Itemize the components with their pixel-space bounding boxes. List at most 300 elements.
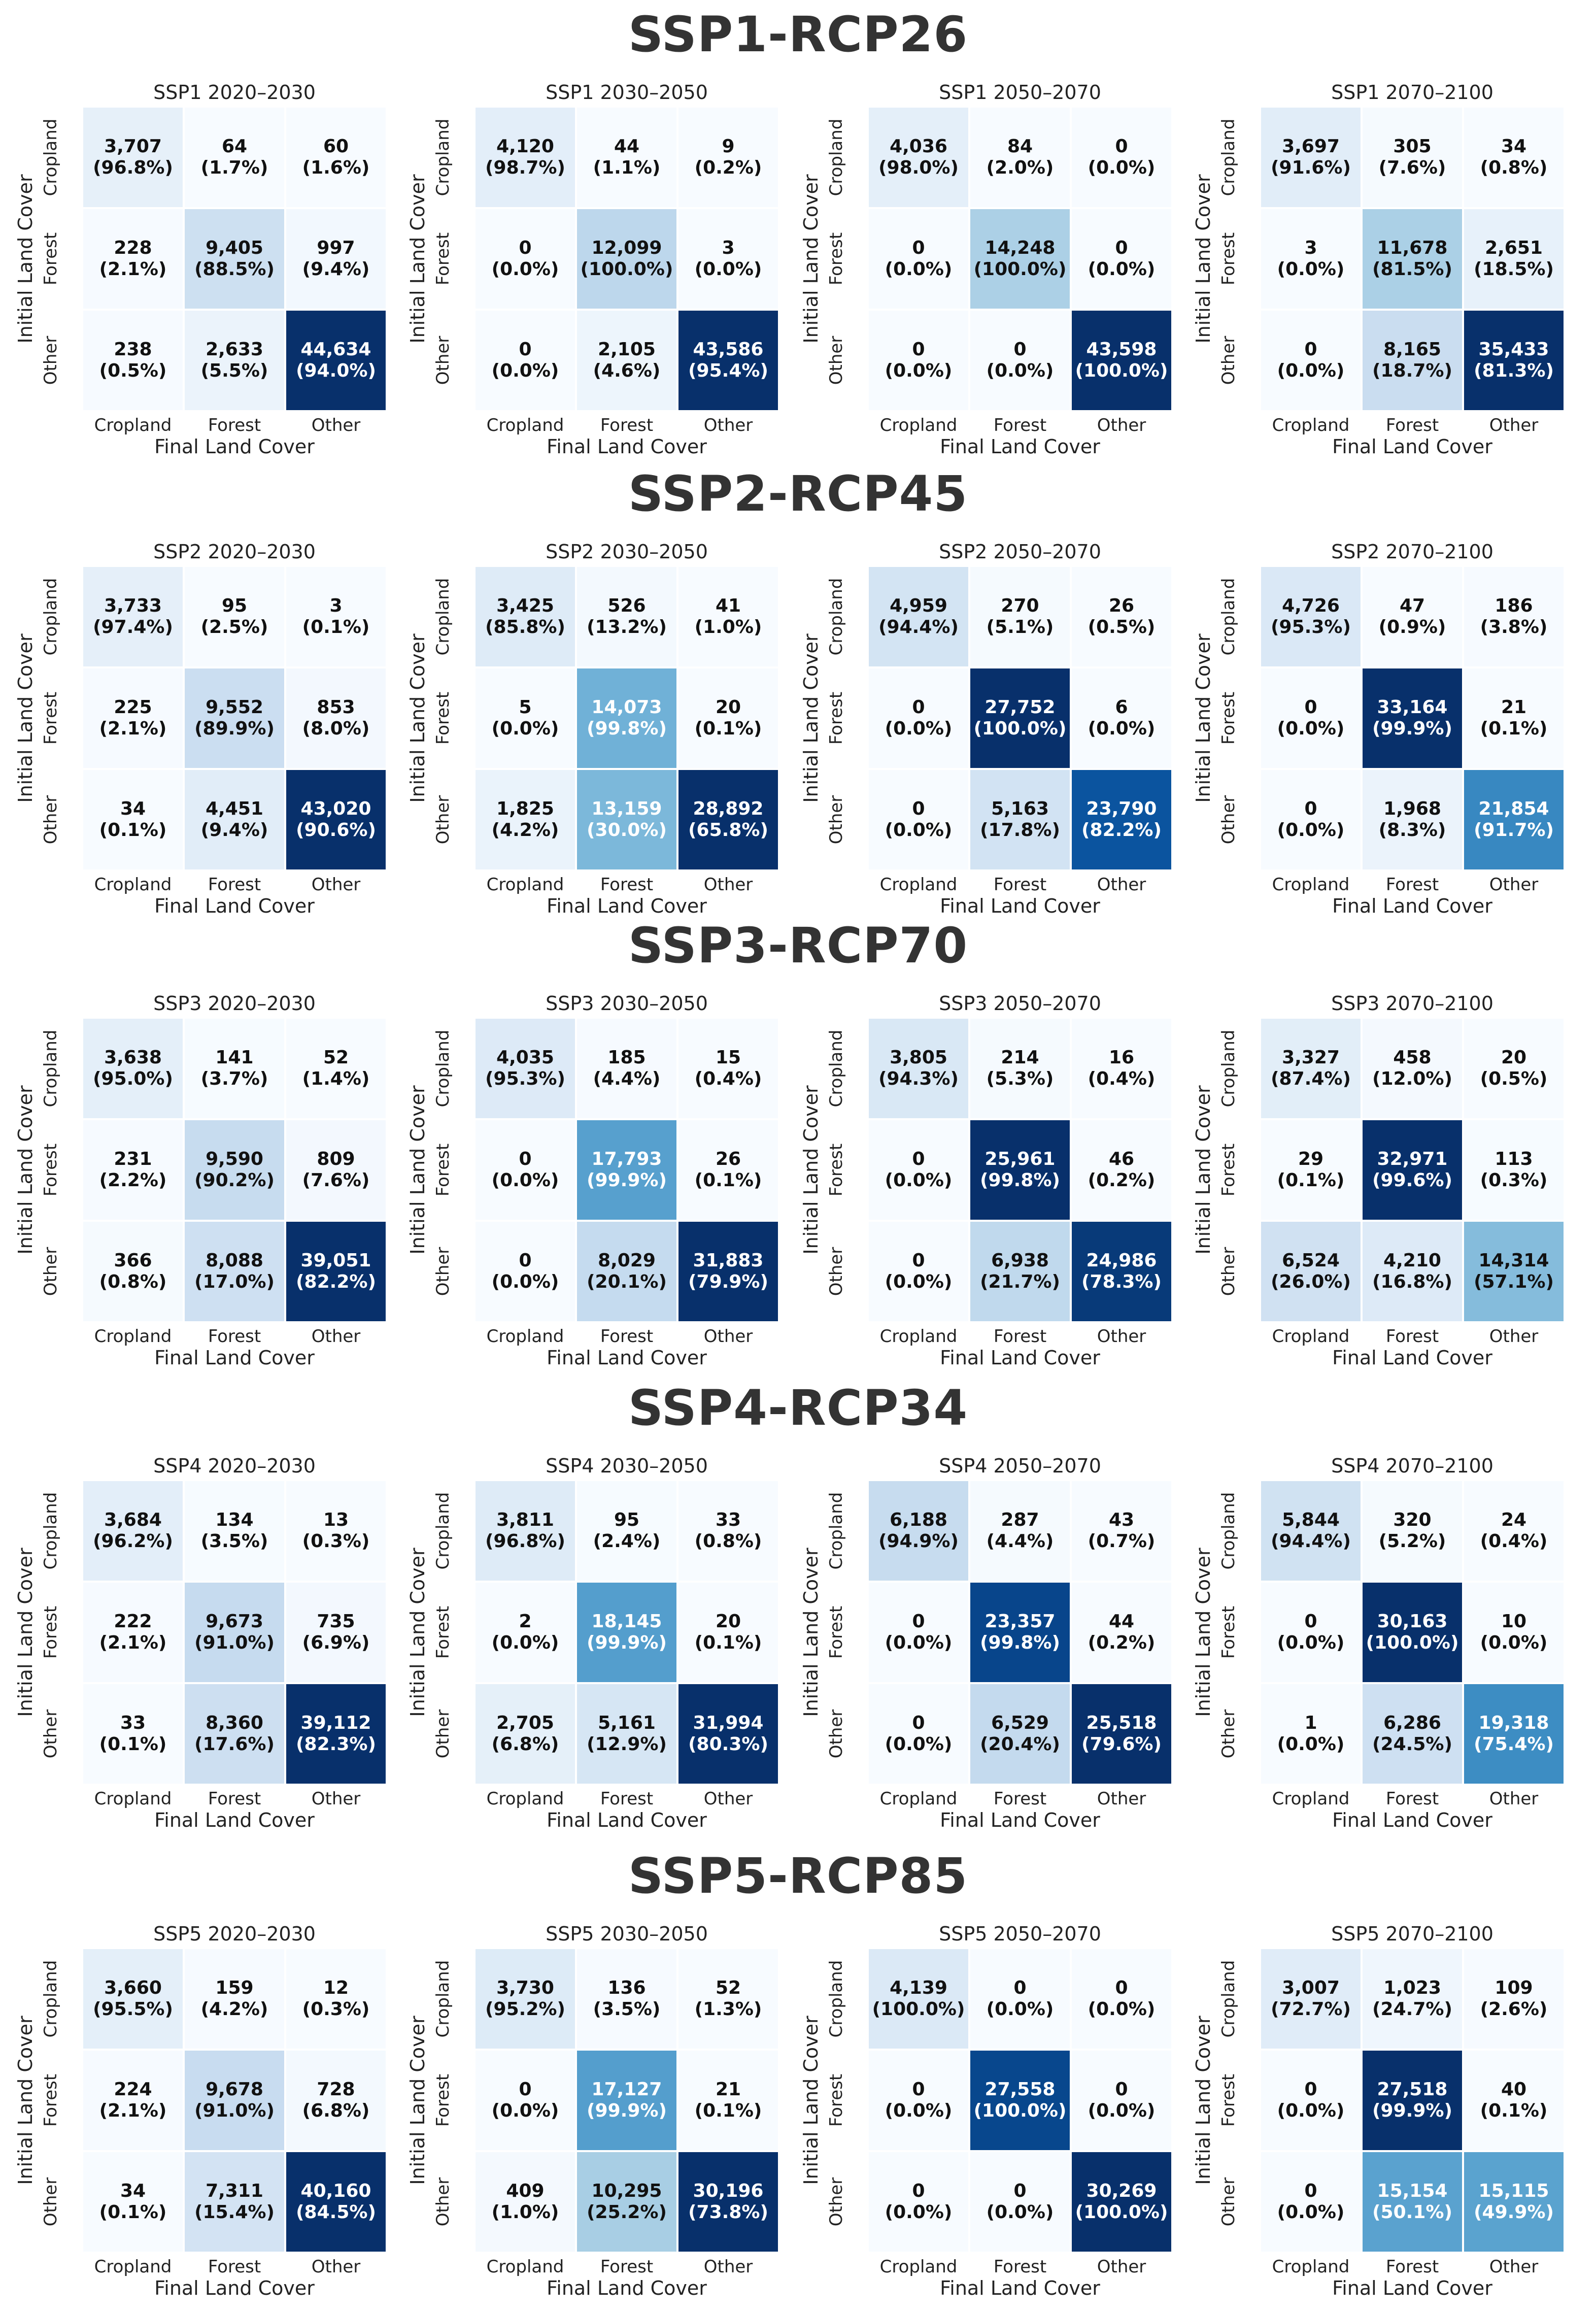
heatmap-cell xyxy=(1260,1018,1362,1119)
heatmap-cell xyxy=(1260,1683,1362,1785)
col-tick-label: Forest xyxy=(1385,2257,1439,2277)
cell-count: 214 xyxy=(1001,1047,1039,1068)
panel-title: SSP1 2020–2030 xyxy=(153,81,316,104)
cell-count: 228 xyxy=(114,238,152,258)
x-axis-label: Final Land Cover xyxy=(940,2277,1100,2299)
cell-percent: (100.0%) xyxy=(872,1999,965,2020)
x-axis-label: Final Land Cover xyxy=(154,895,315,917)
heatmap-cell xyxy=(82,2050,184,2151)
cell-count: 997 xyxy=(317,238,355,258)
cell-percent: (2.6%) xyxy=(1480,1999,1548,2020)
heatmap-cell xyxy=(677,208,779,310)
cell-count: 0 xyxy=(1115,238,1128,258)
heatmap-cell xyxy=(285,1683,387,1785)
cell-percent: (95.2%) xyxy=(485,1999,565,2020)
row-tick-label: Forest xyxy=(433,2073,453,2127)
col-tick-label: Other xyxy=(1489,1326,1539,1347)
x-axis-label: Final Land Cover xyxy=(547,436,707,458)
heatmap-cell xyxy=(1260,769,1362,870)
cell-percent: (0.5%) xyxy=(99,360,167,381)
row-tick-label: Cropland xyxy=(433,118,453,196)
cell-percent: (91.7%) xyxy=(1474,820,1554,841)
cell-percent: (17.0%) xyxy=(194,1271,275,1292)
x-axis-label: Final Land Cover xyxy=(154,2277,315,2299)
cell-count: 0 xyxy=(912,697,925,718)
cell-count: 2,633 xyxy=(206,339,263,360)
heatmap-cell xyxy=(1362,1948,1463,2050)
cell-percent: (0.0%) xyxy=(885,718,953,739)
heatmap-cell xyxy=(677,1480,779,1582)
heatmap-cell xyxy=(82,208,184,310)
row-tick-label: Forest xyxy=(433,1605,453,1659)
cell-percent: (95.0%) xyxy=(93,1068,173,1089)
cell-percent: (0.0%) xyxy=(491,1632,559,1653)
cell-count: 320 xyxy=(1393,1510,1432,1530)
heatmap-cell xyxy=(184,1119,285,1221)
row-tick-label: Forest xyxy=(1218,2073,1239,2127)
row-tick-label: Forest xyxy=(41,1143,61,1197)
heatmap-cell xyxy=(969,107,1071,208)
cell-percent: (100.0%) xyxy=(1075,2202,1168,2223)
col-tick-label: Forest xyxy=(208,1789,261,1809)
cell-percent: (1.4%) xyxy=(302,1068,370,1089)
cell-count: 0 xyxy=(1115,136,1128,157)
cell-count: 3,327 xyxy=(1282,1047,1340,1068)
cell-count: 40 xyxy=(1501,2079,1527,2100)
heatmap-cell xyxy=(969,769,1071,870)
cell-percent: (2.1%) xyxy=(99,259,167,280)
heatmap-cell xyxy=(474,1018,576,1119)
col-tick-label: Cropland xyxy=(94,875,172,895)
heatmap-cell xyxy=(184,1221,285,1322)
cell-percent: (91.6%) xyxy=(1271,157,1351,178)
heatmap-cell xyxy=(868,107,969,208)
cell-count: 30,196 xyxy=(693,2181,764,2201)
heatmap-cell xyxy=(474,310,576,411)
cell-percent: (0.1%) xyxy=(1277,1170,1345,1191)
col-tick-label: Other xyxy=(703,415,753,436)
cell-count: 21 xyxy=(1501,697,1527,718)
heatmap-cell xyxy=(1463,1018,1565,1119)
cell-count: 3,638 xyxy=(104,1047,162,1068)
heatmap-cell xyxy=(1362,107,1463,208)
cell-percent: (0.4%) xyxy=(1088,1068,1156,1089)
cell-percent: (99.6%) xyxy=(1372,1170,1452,1191)
col-tick-label: Cropland xyxy=(1272,875,1350,895)
cell-count: 0 xyxy=(1304,2079,1317,2100)
heatmap-cell xyxy=(576,107,677,208)
x-axis-label: Final Land Cover xyxy=(154,436,315,458)
y-axis-label: Initial Land Cover xyxy=(800,2016,822,2185)
y-axis-label: Initial Land Cover xyxy=(14,1085,37,1255)
heatmap-cell xyxy=(1362,310,1463,411)
cell-count: 5 xyxy=(519,697,532,718)
cell-count: 44 xyxy=(1108,1611,1135,1632)
cell-count: 2,105 xyxy=(598,339,656,360)
cell-percent: (79.6%) xyxy=(1081,1734,1162,1755)
cell-percent: (6.8%) xyxy=(302,2100,370,2121)
panel-title: SSP5 2030–2050 xyxy=(546,1923,708,1945)
row-tick-label: Forest xyxy=(433,232,453,286)
cell-count: 20 xyxy=(715,697,741,718)
cell-percent: (0.0%) xyxy=(885,360,953,381)
cell-count: 10 xyxy=(1501,1611,1527,1632)
heatmap-cell xyxy=(1071,1480,1172,1582)
cell-count: 52 xyxy=(323,1047,349,1068)
cell-count: 8,088 xyxy=(206,1250,263,1271)
heatmap-cell xyxy=(82,1018,184,1119)
heatmap-cell xyxy=(1071,1018,1172,1119)
col-tick-label: Forest xyxy=(600,1326,654,1347)
cell-count: 4,120 xyxy=(496,136,554,157)
cell-percent: (0.0%) xyxy=(885,1271,953,1292)
cell-count: 0 xyxy=(912,1149,925,1169)
cell-count: 3,684 xyxy=(104,1510,162,1530)
row-tick-label: Cropland xyxy=(433,1492,453,1570)
cell-count: 13 xyxy=(323,1510,349,1530)
row-tick-label: Other xyxy=(41,336,61,385)
heatmap-cell xyxy=(1362,1683,1463,1785)
cell-percent: (82.2%) xyxy=(1081,820,1162,841)
cell-count: 7,311 xyxy=(206,2181,263,2201)
heatmap-cell xyxy=(576,1221,677,1322)
cell-percent: (0.2%) xyxy=(1088,1632,1156,1653)
cell-count: 12 xyxy=(323,1978,349,1998)
col-tick-label: Cropland xyxy=(1272,415,1350,436)
cell-count: 95 xyxy=(614,1510,640,1530)
cell-percent: (13.2%) xyxy=(587,617,667,638)
heatmap-cell xyxy=(576,1582,677,1683)
row-tick-label: Forest xyxy=(1218,1143,1239,1197)
y-axis-label: Initial Land Cover xyxy=(1192,1548,1214,1717)
heatmap-cell xyxy=(576,667,677,769)
row-tick-label: Other xyxy=(826,2177,846,2227)
cell-percent: (0.0%) xyxy=(1088,259,1156,280)
cell-count: 27,518 xyxy=(1377,2079,1448,2100)
cell-count: 24,986 xyxy=(1086,1250,1157,1271)
cell-count: 5,161 xyxy=(598,1713,656,1733)
heatmap-cell xyxy=(285,208,387,310)
heatmap-cell xyxy=(184,1948,285,2050)
heatmap-cell xyxy=(1463,1683,1565,1785)
row-tick-label: Cropland xyxy=(41,1492,61,1570)
heatmap-cell xyxy=(1362,1018,1463,1119)
cell-percent: (49.9%) xyxy=(1474,2202,1554,2223)
heatmap-cell xyxy=(82,107,184,208)
cell-count: 231 xyxy=(114,1149,152,1169)
row-tick-label: Other xyxy=(1218,795,1239,845)
cell-percent: (90.2%) xyxy=(194,1170,275,1191)
cell-count: 0 xyxy=(912,2079,925,2100)
col-tick-label: Other xyxy=(703,2257,753,2277)
heatmap-cell xyxy=(1071,2151,1172,2253)
heatmap-cell xyxy=(474,1683,576,1785)
heatmap-cell xyxy=(969,1480,1071,1582)
cell-count: 0 xyxy=(912,2181,925,2201)
cell-percent: (1.3%) xyxy=(694,1999,762,2020)
cell-percent: (94.3%) xyxy=(878,1068,959,1089)
cell-percent: (25.2%) xyxy=(587,2202,667,2223)
panel-title: SSP1 2070–2100 xyxy=(1331,81,1493,104)
cell-percent: (0.0%) xyxy=(986,360,1054,381)
y-axis-label: Initial Land Cover xyxy=(1192,1085,1214,1255)
heatmap-cell xyxy=(285,769,387,870)
cell-count: 25,961 xyxy=(984,1149,1056,1169)
cell-percent: (72.7%) xyxy=(1271,1999,1351,2020)
scenario-title: SSP4-RCP34 xyxy=(628,1380,968,1436)
col-tick-label: Cropland xyxy=(1272,1326,1350,1347)
cell-percent: (9.4%) xyxy=(200,820,268,841)
row-tick-label: Forest xyxy=(41,691,61,745)
cell-percent: (91.0%) xyxy=(194,2100,275,2121)
heatmap-cell xyxy=(82,667,184,769)
heatmap-cell xyxy=(474,1582,576,1683)
cell-count: 287 xyxy=(1001,1510,1039,1530)
col-tick-label: Cropland xyxy=(879,875,958,895)
col-tick-label: Cropland xyxy=(94,415,172,436)
col-tick-label: Cropland xyxy=(94,2257,172,2277)
heatmap-cell xyxy=(1071,1683,1172,1785)
col-tick-label: Other xyxy=(1097,1789,1146,1809)
row-tick-label: Other xyxy=(433,1709,453,1759)
col-tick-label: Other xyxy=(311,875,361,895)
heatmap-cell xyxy=(677,1221,779,1322)
row-tick-label: Cropland xyxy=(1218,1029,1239,1108)
heatmap-cell xyxy=(1260,566,1362,667)
cell-percent: (3.5%) xyxy=(200,1531,268,1552)
heatmap-cell xyxy=(1463,1582,1565,1683)
heatmap-cell xyxy=(285,310,387,411)
heatmap-cell xyxy=(82,1119,184,1221)
col-tick-label: Forest xyxy=(993,415,1047,436)
heatmap-cell xyxy=(1463,1221,1565,1322)
cell-count: 30,163 xyxy=(1377,1611,1448,1632)
x-axis-label: Final Land Cover xyxy=(940,895,1100,917)
cell-percent: (2.5%) xyxy=(200,617,268,638)
cell-count: 5,163 xyxy=(991,798,1049,819)
cell-percent: (99.8%) xyxy=(980,1632,1060,1653)
cell-percent: (24.5%) xyxy=(1372,1734,1452,1755)
cell-count: 186 xyxy=(1495,595,1533,616)
cell-percent: (82.3%) xyxy=(296,1734,376,1755)
cell-count: 29 xyxy=(1298,1149,1324,1169)
heatmap-cell xyxy=(1071,2050,1172,2151)
col-tick-label: Other xyxy=(311,2257,361,2277)
cell-count: 39,112 xyxy=(300,1713,371,1733)
panel-title: SSP5 2020–2030 xyxy=(153,1923,316,1945)
col-tick-label: Forest xyxy=(1385,1789,1439,1809)
col-tick-label: Forest xyxy=(993,1789,1047,1809)
heatmap-cell xyxy=(868,566,969,667)
row-tick-label: Other xyxy=(826,336,846,385)
col-tick-label: Forest xyxy=(208,415,261,436)
cell-count: 14,073 xyxy=(591,697,662,718)
cell-percent: (99.8%) xyxy=(980,1170,1060,1191)
cell-count: 0 xyxy=(912,339,925,360)
cell-count: 0 xyxy=(912,1611,925,1632)
cell-percent: (81.3%) xyxy=(1474,360,1554,381)
cell-count: 0 xyxy=(912,798,925,819)
cell-percent: (20.4%) xyxy=(980,1734,1060,1755)
cell-percent: (0.0%) xyxy=(1088,2100,1156,2121)
heatmap-cell xyxy=(1071,769,1172,870)
cell-count: 43 xyxy=(1108,1510,1135,1530)
cell-percent: (3.7%) xyxy=(200,1068,268,1089)
cell-percent: (0.0%) xyxy=(491,1271,559,1292)
col-tick-label: Cropland xyxy=(486,1326,564,1347)
cell-count: 14,248 xyxy=(984,238,1056,258)
cell-count: 52 xyxy=(715,1978,741,1998)
cell-percent: (98.0%) xyxy=(878,157,959,178)
cell-percent: (16.8%) xyxy=(1372,1271,1452,1292)
cell-percent: (17.6%) xyxy=(194,1734,275,1755)
heatmap-cell xyxy=(969,208,1071,310)
heatmap-cell xyxy=(1071,1119,1172,1221)
cell-count: 34 xyxy=(120,2181,146,2201)
col-tick-label: Other xyxy=(703,1326,753,1347)
cell-count: 0 xyxy=(1013,2181,1027,2201)
heatmap-cell xyxy=(82,2151,184,2253)
col-tick-label: Forest xyxy=(1385,1326,1439,1347)
cell-percent: (1.6%) xyxy=(302,157,370,178)
heatmap-cell xyxy=(1260,1119,1362,1221)
cell-percent: (6.8%) xyxy=(491,1734,559,1755)
cell-count: 17,127 xyxy=(591,2079,662,2100)
cell-count: 4,210 xyxy=(1383,1250,1441,1271)
cell-count: 64 xyxy=(221,136,248,157)
cell-count: 44,634 xyxy=(300,339,371,360)
heatmap-cell xyxy=(474,208,576,310)
cell-percent: (0.0%) xyxy=(694,259,762,280)
cell-percent: (50.1%) xyxy=(1372,2202,1452,2223)
heatmap-cell xyxy=(868,1018,969,1119)
cell-percent: (4.6%) xyxy=(593,360,661,381)
cell-percent: (0.0%) xyxy=(885,1170,953,1191)
cell-count: 3,660 xyxy=(104,1978,162,1998)
heatmap-cell xyxy=(576,769,677,870)
y-axis-label: Initial Land Cover xyxy=(406,1085,429,1255)
col-tick-label: Other xyxy=(1097,875,1146,895)
cell-percent: (0.0%) xyxy=(885,259,953,280)
cell-count: 27,752 xyxy=(984,697,1056,718)
heatmap-cell xyxy=(1362,1221,1463,1322)
cell-percent: (0.0%) xyxy=(1277,360,1345,381)
cell-count: 109 xyxy=(1495,1978,1533,1998)
cell-percent: (0.1%) xyxy=(99,820,167,841)
cell-percent: (6.9%) xyxy=(302,1632,370,1653)
heatmap-cell xyxy=(1463,769,1565,870)
cell-percent: (65.8%) xyxy=(688,820,768,841)
cell-percent: (0.8%) xyxy=(694,1531,762,1552)
heatmap-cell xyxy=(969,1948,1071,2050)
heatmap-cell xyxy=(474,566,576,667)
cell-count: 853 xyxy=(317,697,355,718)
y-axis-label: Initial Land Cover xyxy=(800,1548,822,1717)
heatmap-cell xyxy=(868,667,969,769)
cell-count: 136 xyxy=(607,1978,646,1998)
heatmap-cell xyxy=(1260,1582,1362,1683)
cell-percent: (5.1%) xyxy=(986,617,1054,638)
heatmap-cell xyxy=(1260,1948,1362,2050)
cell-percent: (73.8%) xyxy=(688,2202,768,2223)
y-axis-label: Initial Land Cover xyxy=(406,174,429,344)
cell-count: 270 xyxy=(1001,595,1039,616)
cell-percent: (0.5%) xyxy=(1480,1068,1548,1089)
heatmap-cell xyxy=(1071,566,1172,667)
cell-count: 33,164 xyxy=(1377,697,1448,718)
panel-title: SSP2 2020–2030 xyxy=(153,541,316,563)
cell-count: 0 xyxy=(1013,1978,1027,1998)
cell-count: 0 xyxy=(1304,697,1317,718)
col-tick-label: Forest xyxy=(600,1789,654,1809)
cell-count: 3,707 xyxy=(104,136,162,157)
cell-percent: (99.9%) xyxy=(587,2100,667,2121)
row-tick-label: Cropland xyxy=(41,1029,61,1108)
heatmap-cell xyxy=(184,1582,285,1683)
cell-percent: (79.9%) xyxy=(688,1271,768,1292)
heatmap-cell xyxy=(1463,667,1565,769)
cell-count: 0 xyxy=(519,238,532,258)
cell-count: 34 xyxy=(1501,136,1527,157)
row-tick-label: Other xyxy=(433,1247,453,1296)
cell-percent: (99.9%) xyxy=(1372,718,1452,739)
cell-count: 40,160 xyxy=(300,2181,371,2201)
cell-count: 0 xyxy=(1304,2181,1317,2201)
col-tick-label: Other xyxy=(311,1789,361,1809)
cell-percent: (0.1%) xyxy=(99,1734,167,1755)
x-axis-label: Final Land Cover xyxy=(547,1347,707,1369)
heatmap-cell xyxy=(1362,1582,1463,1683)
cell-count: 15,154 xyxy=(1377,2181,1448,2201)
row-tick-label: Cropland xyxy=(41,578,61,656)
cell-count: 32,971 xyxy=(1377,1149,1448,1169)
cell-percent: (0.8%) xyxy=(99,1271,167,1292)
heatmap-cell xyxy=(969,2151,1071,2253)
heatmap-cell xyxy=(474,2050,576,2151)
col-tick-label: Cropland xyxy=(879,2257,958,2277)
cell-percent: (17.8%) xyxy=(980,820,1060,841)
y-axis-label: Initial Land Cover xyxy=(406,2016,429,2185)
cell-count: 366 xyxy=(114,1250,152,1271)
cell-percent: (0.0%) xyxy=(491,1170,559,1191)
cell-count: 9,552 xyxy=(206,697,263,718)
cell-count: 3,425 xyxy=(496,595,554,616)
heatmap-cell xyxy=(576,1018,677,1119)
cell-percent: (75.4%) xyxy=(1474,1734,1554,1755)
cell-count: 43,598 xyxy=(1086,339,1157,360)
cell-percent: (81.5%) xyxy=(1372,259,1452,280)
col-tick-label: Other xyxy=(1489,1789,1539,1809)
cell-count: 6,938 xyxy=(991,1250,1049,1271)
heatmap-cell xyxy=(969,1119,1071,1221)
cell-count: 159 xyxy=(215,1978,254,1998)
cell-percent: (0.0%) xyxy=(986,1999,1054,2020)
heatmap-cell xyxy=(184,769,285,870)
x-axis-label: Final Land Cover xyxy=(1332,1809,1492,1831)
cell-percent: (0.0%) xyxy=(1088,718,1156,739)
heatmap-cell xyxy=(576,2151,677,2253)
cell-count: 3,730 xyxy=(496,1978,554,1998)
x-axis-label: Final Land Cover xyxy=(547,1809,707,1831)
panel-title: SSP1 2030–2050 xyxy=(546,81,708,104)
cell-count: 43,020 xyxy=(300,798,371,819)
cell-percent: (0.1%) xyxy=(1480,718,1548,739)
heatmap-cell xyxy=(868,2151,969,2253)
heatmap-cell xyxy=(868,1221,969,1322)
row-tick-label: Other xyxy=(826,1709,846,1759)
cell-percent: (2.1%) xyxy=(99,2100,167,2121)
cell-percent: (7.6%) xyxy=(1378,157,1446,178)
